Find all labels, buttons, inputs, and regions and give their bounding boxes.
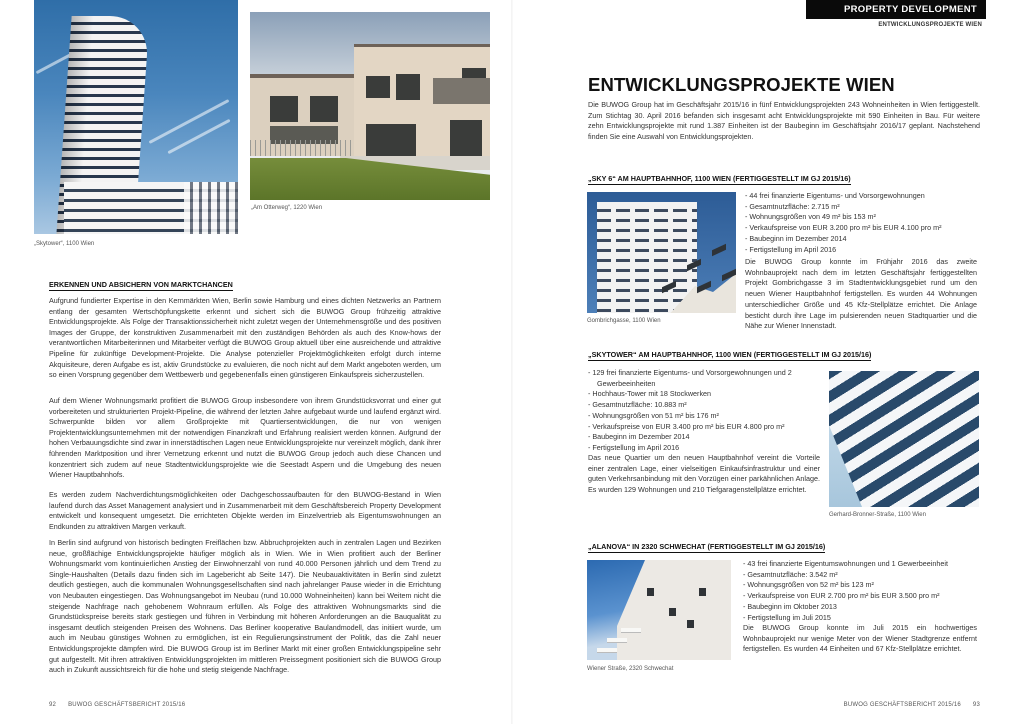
right-folio xyxy=(844,702,980,708)
paragraph-3: Es werden zudem Nachverdichtungsmöglichkeiten oder Dachgeschossaufbauten für den BUWOG-Bestand in Wien laufend durch das Asset Management analysiert und in Zusammenarbeit mit dem Geschäftsbereich Property Development entwickelt und konsequent umgesetzt. Die errichteten Objekte werden im Einzelvertrieb als Eigentumswohnungen an Endkunden zu attraktiven Margen verkauft. xyxy=(49,490,441,531)
project-facts-sky6 xyxy=(745,191,985,255)
fact-item: - Gesamtnutzfläche: 10.883 m² xyxy=(588,400,820,411)
section-subtitle: ENTWICKLUNGSPROJEKTE WIEN xyxy=(878,22,982,28)
project-facts-skytower xyxy=(588,368,820,454)
gerhard-bronner-strasse-photo-caption: Gerhard-Bronner-Straße, 1100 Wien xyxy=(829,512,926,518)
project-description-sky6: Die BUWOG Group konnte im Frühjahr 2016 das zweite Wohnbauprojekt nach dem im letzten Geschäftsjahr fertiggestellten Projekt Gombrichgasse 3 im Stadtentwicklungsgebiet rund um den neuen Wiener Hauptbahnhof fertigstellen. Es wurden 44 Wohnungen unterschiedlicher Größe und 45 Kfz-Stellplätze errichtet. Die Anlage besticht durch ihre Lage im pulsierenden neuen Stadtquartier und die Nähe zur Wiener Innenstadt. xyxy=(745,257,977,331)
skytower-photo-caption: „Skytower“, 1100 Wien xyxy=(34,241,95,247)
publication-name: BUWOG GESCHÄFTSBERICHT 2015/16 xyxy=(68,702,186,708)
wiener-strasse-photo xyxy=(587,560,731,660)
fact-item: - Baubeginn im Dezember 2014 xyxy=(588,432,820,443)
paragraph-1: Aufgrund fundierter Expertise in den Kernmärkten Wien, Berlin sowie Hamburg und eines dichten Netzwerks an Partnern entlang der gesamten Wertschöpfungskette erkennt und sichert sich die BUWOG Group frühzeitig attraktive Entwicklungsprojekte. Als Folge der Transaktionssicherheit nicht zuletzt wegen der Unternehmensgröße und des positiven Images der Gruppe, der konstruktiven Zusammenarbeit mit den zuständigen Behörden als auch des Know-hows der verantwortlichen Mitarbeiterinnen und Mitarbeiter verfügt die BUWOG Group aktuell über eine ausreichende und attraktive Pipeline für zukünftige Development-Projekte. Die Analyse potenzieller Projektmöglichkeiten erfolgt durch interne Akquisiteure, deren Aufgabe es ist, aktiv Grundstücke zu evaluieren, die noch nicht auf dem Markt angeboten werden, um so einen Vorsprung gegenüber dem Wettbewerb und gegebenenfalls einen günstigeren Einkaufspreis sicherzustellen. xyxy=(49,296,441,380)
project-heading-alanova: „ALANOVA“ IN 2320 SCHWECHAT (FERTIGGESTELLT IM GJ 2015/16) xyxy=(588,542,826,551)
fact-item: - Baubeginn im Dezember 2014 xyxy=(745,234,985,245)
page-number: 93 xyxy=(972,702,980,708)
fact-item: - Baubeginn im Oktober 2013 xyxy=(743,602,983,613)
paragraph-4: In Berlin sind aufgrund von historisch bedingten Freiflächen bzw. Abbruchprojekten auch in zentralen Lagen und Bezirken neue, großflächige Entwicklungsprojekte häufiger möglich als in Wien. Wie in Wien profitiert auch der Berliner Wohnungsmarkt vom kontinuierlichen Anstieg der Einwohnerzahl von rund 40.000 Personen jährlich und dem Trend zu Single-Haushalten (Details dazu finden sich im Lagebericht ab Seite 147). Die Neubauaktivitäten in Berlin sind zuletzt deutlich gestiegen, auch die kommunalen Wohnungsgesellschaften sind nach jahrelanger Pause wieder in die Errichtung von Neubauten eingestiegen. Das Wohnungsangebot im Neubau (rund 10.000 Wohneinheiten) kann bei Weitem nicht die steigende Nachfrage nach gehobenem Wohnraum erfüllen. Als Folge des attraktiven Wohnungsmarkts sind die Grundstückspreise bereits stark gestiegen und führen in Verbindung mit höheren Anforderungen an die Bauqualität zu insgesamt deutlich steigenden Preisen des Wohnens. Das Berliner kooperative Baulandmodell, das initiiert wurde, um auch im Neubau günstiges Wohnen zu ermöglichen, ist ein Regulierungsinstrument der Politik, das die Zahl neuer Entwicklungsprojekte dämpfen wird. Die BUWOG Group ist im Berliner Markt mit einer großen Entwicklungspipeline sehr gut aufgestellt. Mit ihren attraktiven Entwicklungsprojekten im mittleren Preissegment positioniert sich die BUWOG Group auch in Zukunft aussichtsreich für die hohe und stetig steigende Nachfrage. xyxy=(49,538,441,675)
fact-item: - Wohnungsgrößen von 51 m² bis 176 m² xyxy=(588,411,820,422)
wiener-strasse-photo-caption: Wiener Straße, 2320 Schwechat xyxy=(587,666,674,672)
project-description-skytower: Das neue Quartier um den neuen Hauptbahnhof vereint die Vorteile einer zentralen Lage, einer vielseitigen Einkaufsinfrastruktur und einer guten Verkehrsanbindung mit den Vorzügen einer parkähnlichen Anlage. Es wurden 129 Wohnungen und 210 Tiefgaragenstellplätze errichtet. xyxy=(588,453,820,495)
am-otterweg-photo-caption: „Am Otterweg“, 1220 Wien xyxy=(251,205,323,211)
left-folio xyxy=(49,702,185,708)
gombrichgasse-photo-caption: Gombrichgasse, 1100 Wien xyxy=(587,318,661,324)
intro-paragraph: Die BUWOG Group hat im Geschäftsjahr 2015/16 in fünf Entwicklungsprojekten 243 Wohneinheiten in Wien fertiggestellt. Zum Stichtag 30. April 2016 befanden sich insgesamt acht Entwicklungsprojekte mit 590 Einheiten in Bau. Für weitere zehn Entwicklungsprojekte mit rund 1.387 Einheiten ist der Baubeginn im Geschäftsjahr 2016/17 geplant. Nachstehend finden Sie eine Auswahl von Entwicklungsprojekten. xyxy=(588,100,980,141)
project-heading-skytower: „SKYTOWER“ AM HAUPTBAHNHOF, 1100 WIEN (FERTIGGESTELLT IM GJ 2015/16) xyxy=(588,350,872,359)
fact-item: - Gesamtnutzfläche: 3.542 m² xyxy=(743,570,983,581)
page-number: 92 xyxy=(49,702,57,708)
skytower-photo xyxy=(34,0,238,234)
fact-item: - 129 frei finanzierte Eigentums- und Vorsorgewohnungen und 2 Gewerbeeinheiten xyxy=(588,368,820,389)
fact-item: - Fertigstellung im Juli 2015 xyxy=(743,613,983,624)
page-gutter xyxy=(511,0,513,724)
fact-item: - Wohnungsgrößen von 52 m² bis 123 m² xyxy=(743,580,983,591)
fact-item: - Verkaufspreise von EUR 2.700 pro m² bis EUR 3.500 pro m² xyxy=(743,591,983,602)
gerhard-bronner-strasse-photo xyxy=(829,371,979,507)
fact-item: - Hochhaus-Tower mit 18 Stockwerken xyxy=(588,389,820,400)
fact-item: - 43 frei finanzierte Eigentumswohnungen und 1 Gewerbeeinheit xyxy=(743,559,983,570)
project-heading-sky6: „SKY 6“ AM HAUPTBAHNHOF, 1100 WIEN (FERTIGGESTELLT IM GJ 2015/16) xyxy=(588,174,851,183)
project-description-alanova: Die BUWOG Group konnte im Juli 2015 ein hochwertiges Wohnbauprojekt nur wenige Meter von der Wiener Stadtgrenze entfernt fertigstellen. Es wurden 44 Einheiten und 67 Kfz-Stellplätze errichtet. xyxy=(743,623,977,654)
section-heading-marktchancen: ERKENNEN UND ABSICHERN VON MARKTCHANCEN xyxy=(49,280,233,289)
am-otterweg-photo xyxy=(250,12,490,200)
fact-item: - Verkaufspreise von EUR 3.400 pro m² bis EUR 4.800 pro m² xyxy=(588,422,820,433)
section-band: PROPERTY DEVELOPMENT xyxy=(806,0,986,19)
fact-item: - Wohnungsgrößen von 49 m² bis 153 m² xyxy=(745,212,985,223)
page-title: ENTWICKLUNGSPROJEKTE WIEN xyxy=(588,74,895,95)
project-facts-alanova xyxy=(743,559,983,623)
fact-item: - Fertigstellung im April 2016 xyxy=(588,443,820,454)
fact-item: - Fertigstellung im April 2016 xyxy=(745,245,985,256)
fact-item: - 44 frei finanzierte Eigentums- und Vorsorgewohnungen xyxy=(745,191,985,202)
publication-name: BUWOG GESCHÄFTSBERICHT 2015/16 xyxy=(843,702,961,708)
gombrichgasse-photo xyxy=(587,192,736,313)
fact-item: - Verkaufspreise von EUR 3.200 pro m² bis EUR 4.100 pro m² xyxy=(745,223,985,234)
fact-item: - Gesamtnutzfläche: 2.715 m² xyxy=(745,202,985,213)
paragraph-2: Auf dem Wiener Wohnungsmarkt profitiert die BUWOG Group insbesondere von ihrem Grundstücksvorrat und einer gut vorbereiteten und strukturierten Projekt-Pipeline, die während der letzten Jahre aufgebaut wurde und laufend ergänzt wird. Schwerpunkte bilden vor allem Großprojekte mit Quartiersentwicklungen, die nur von wenigen Projektentwicklungsunternehmen mit der notwendigen Finanzkraft und Erfahrung realisiert werden können. Aufgrund der hohen Verbauungsdichte sind zwar in innerstädtischen Lagen neue Entwicklungsprojekte nur vereinzelt möglich, dank ihrer führenden Marktposition und ihrer Vernetzung erkennt und nutzt die BUWOG Group jedoch auch diese Chancen und konzentriert sich zudem auf neue Stadtentwicklungsprojekte wie die Seestadt Aspern und die Umgebung des neuen Wiener Hauptbahnhofs. xyxy=(49,396,441,480)
